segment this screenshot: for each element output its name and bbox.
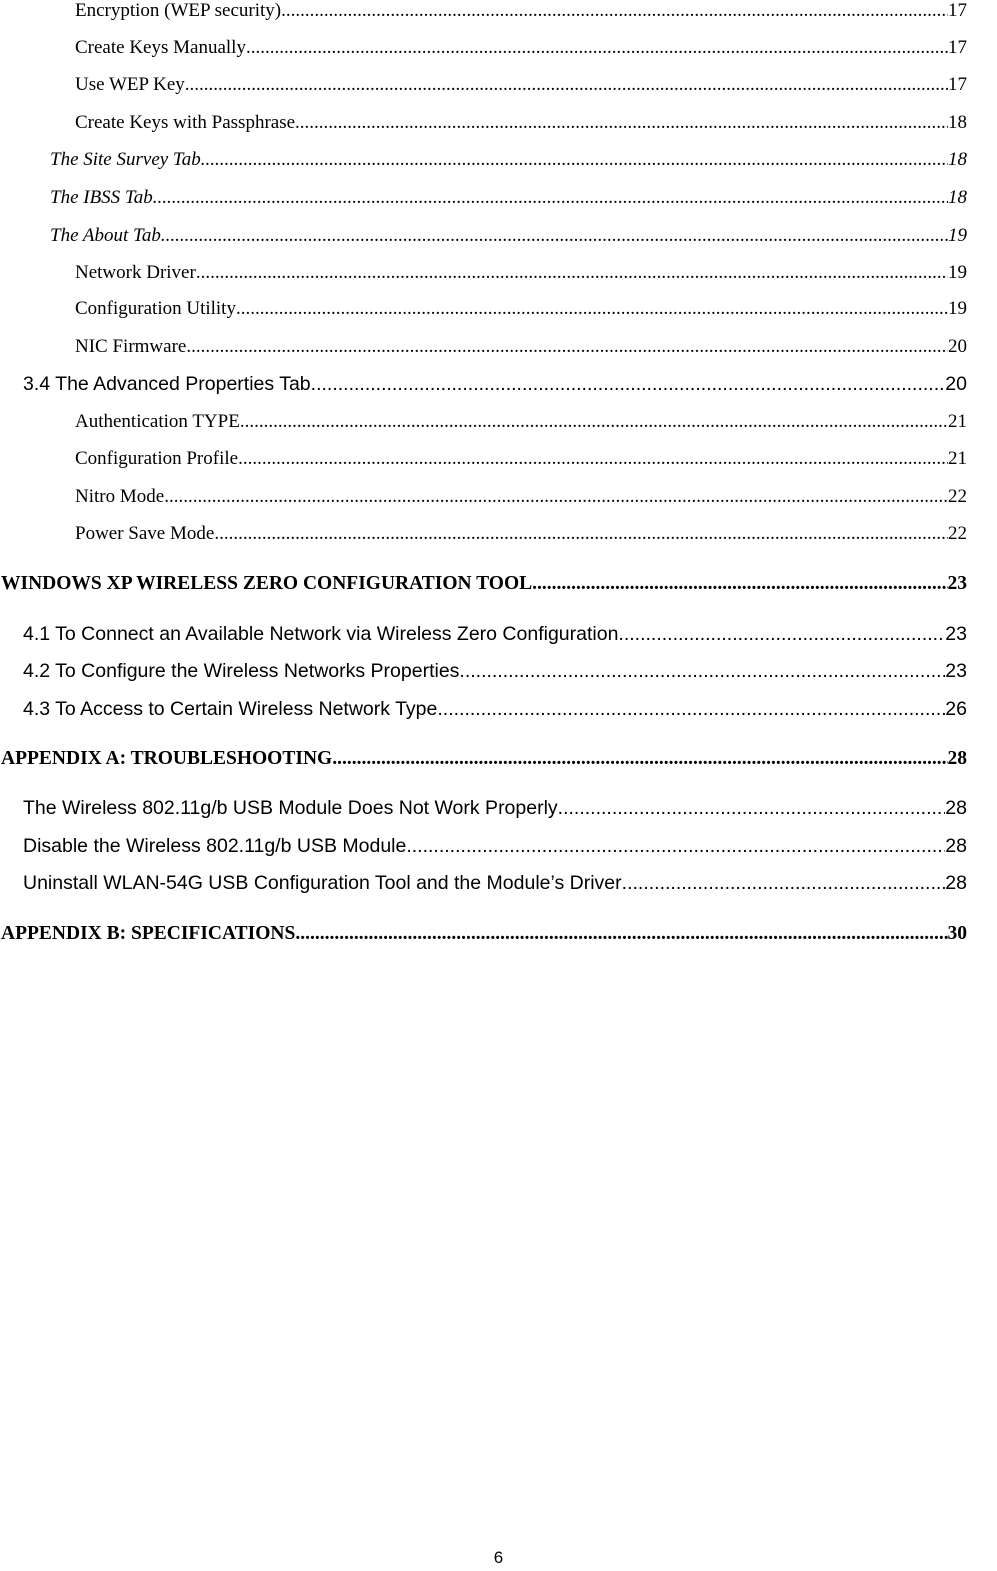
toc-entry-title: Disable the Wireless 802.11g/b USB Module	[23, 835, 407, 857]
dot-leader	[281, 0, 948, 22]
dot-leader	[186, 336, 948, 358]
dot-leader	[164, 486, 948, 508]
toc-entry-title: Encryption (WEP security)	[75, 0, 282, 21]
toc-entry-title: The Wireless 802.11g/b USB Module Does Not Work Properly	[23, 797, 558, 819]
dot-leader	[238, 448, 948, 470]
toc-entry[interactable]	[75, 74, 967, 96]
toc-entry-title: 3.4 The Advanced Properties Tab	[23, 373, 311, 395]
toc-entry-title: Create Keys Manually	[75, 37, 246, 58]
dot-leader	[214, 523, 948, 545]
toc-entry-title: 4.3 To Access to Certain Wireless Network Type	[23, 698, 438, 720]
toc-entry-page: 21	[948, 411, 967, 432]
toc-entry-title: Network Driver	[75, 262, 196, 283]
dot-leader	[622, 872, 946, 895]
dot-leader	[246, 37, 948, 59]
toc-entry-title: APPENDIX A: TROUBLESHOOTING	[1, 748, 333, 769]
toc-entry-title: Uninstall WLAN-54G USB Configuration Tool and the Module’s Driver	[23, 872, 622, 894]
dot-leader	[532, 573, 947, 595]
toc-entry-page: 21	[948, 448, 967, 469]
toc-entry[interactable]	[1, 923, 967, 945]
dot-leader	[459, 660, 945, 683]
toc-entry-title: Nitro Mode	[75, 486, 165, 507]
toc-entry[interactable]	[75, 262, 967, 284]
toc-entry-title: Power Save Mode	[75, 523, 215, 544]
toc-entry[interactable]	[75, 448, 967, 470]
toc-entry-page: 17	[948, 0, 967, 21]
toc-entry-page: 22	[948, 523, 967, 544]
dot-leader	[558, 797, 946, 820]
toc-entry[interactable]	[75, 298, 967, 320]
toc-entry[interactable]	[75, 37, 967, 59]
dot-leader	[201, 149, 948, 171]
dot-leader	[153, 187, 948, 209]
toc-entry-title: The IBSS Tab	[50, 187, 153, 208]
toc-entry[interactable]	[75, 0, 967, 22]
toc-entry-title: The Site Survey Tab	[50, 149, 201, 170]
toc-entry[interactable]	[75, 411, 967, 433]
toc-entry-title: Use WEP Key	[75, 74, 185, 95]
toc-entry-page: 23	[945, 660, 967, 682]
toc-entry[interactable]	[23, 835, 967, 858]
toc-entry-page: 20	[948, 336, 967, 357]
dot-leader	[311, 373, 946, 396]
toc-entry-title: WINDOWS XP WIRELESS ZERO CONFIGURATION TOOL	[1, 573, 533, 594]
toc-entry-title: APPENDIX B: SPECIFICATIONS	[1, 923, 296, 944]
toc-entry-page: 19	[948, 262, 967, 283]
dot-leader	[240, 411, 948, 433]
toc-entry-page: 28	[945, 797, 967, 819]
toc-entry[interactable]	[75, 486, 967, 508]
toc-entry-page: 22	[948, 486, 967, 507]
toc-entry-page: 28	[945, 835, 967, 857]
toc-entry[interactable]	[23, 623, 967, 646]
toc-entry-title: Authentication TYPE	[75, 411, 240, 432]
toc-entry[interactable]	[1, 748, 967, 770]
dot-leader	[295, 923, 947, 945]
dot-leader	[406, 835, 945, 858]
toc-entry-page: 19	[948, 225, 967, 246]
toc-entry-title: 4.2 To Configure the Wireless Networks Properties	[23, 660, 460, 682]
toc-entry-title: Configuration Profile	[75, 448, 239, 469]
toc-entry[interactable]	[23, 872, 967, 895]
dot-leader	[161, 225, 948, 247]
toc-entry-page: 17	[948, 37, 967, 58]
dot-leader	[437, 698, 945, 721]
toc-entry[interactable]	[23, 698, 967, 721]
toc-entry-page: 30	[947, 923, 967, 944]
toc-entry-page: 28	[947, 748, 967, 769]
toc-entry-title: NIC Firmware	[75, 336, 187, 357]
toc-entry-page: 28	[945, 872, 967, 894]
dot-leader	[196, 262, 948, 284]
toc-entry[interactable]	[50, 225, 967, 247]
toc-entry-page: 26	[945, 698, 967, 720]
toc-entry-page: 17	[948, 74, 967, 95]
toc-entry[interactable]	[23, 660, 967, 683]
page-number: 6	[493, 1548, 504, 1567]
toc-entry-page: 18	[948, 187, 967, 208]
toc-entry[interactable]	[1, 573, 967, 595]
dot-leader	[236, 298, 948, 320]
dot-leader	[185, 74, 948, 96]
dot-leader	[332, 748, 947, 770]
toc-entry[interactable]	[23, 373, 967, 396]
toc-entry[interactable]	[50, 149, 967, 171]
toc-entry-title: 4.1 To Connect an Available Network via Wireless Zero Configuration	[23, 623, 619, 645]
toc-entry[interactable]	[50, 187, 967, 209]
toc-entry-page: 20	[945, 373, 967, 395]
toc-entry-page: 23	[945, 623, 967, 645]
toc-entry-title: Create Keys with Passphrase	[75, 112, 296, 133]
toc-entry-page: 23	[947, 573, 967, 594]
toc-entry-page: 18	[948, 149, 967, 170]
toc-entry-page: 19	[948, 298, 967, 319]
toc-entry-title: The About Tab	[50, 225, 161, 246]
toc-entry[interactable]	[75, 523, 967, 545]
dot-leader	[295, 112, 948, 134]
toc-entry[interactable]	[23, 797, 967, 820]
dot-leader	[618, 623, 945, 646]
toc-entry[interactable]	[75, 336, 967, 358]
toc-entry-page: 18	[948, 112, 967, 133]
toc-entry-title: Configuration Utility	[75, 298, 236, 319]
toc-entry[interactable]	[75, 112, 967, 134]
